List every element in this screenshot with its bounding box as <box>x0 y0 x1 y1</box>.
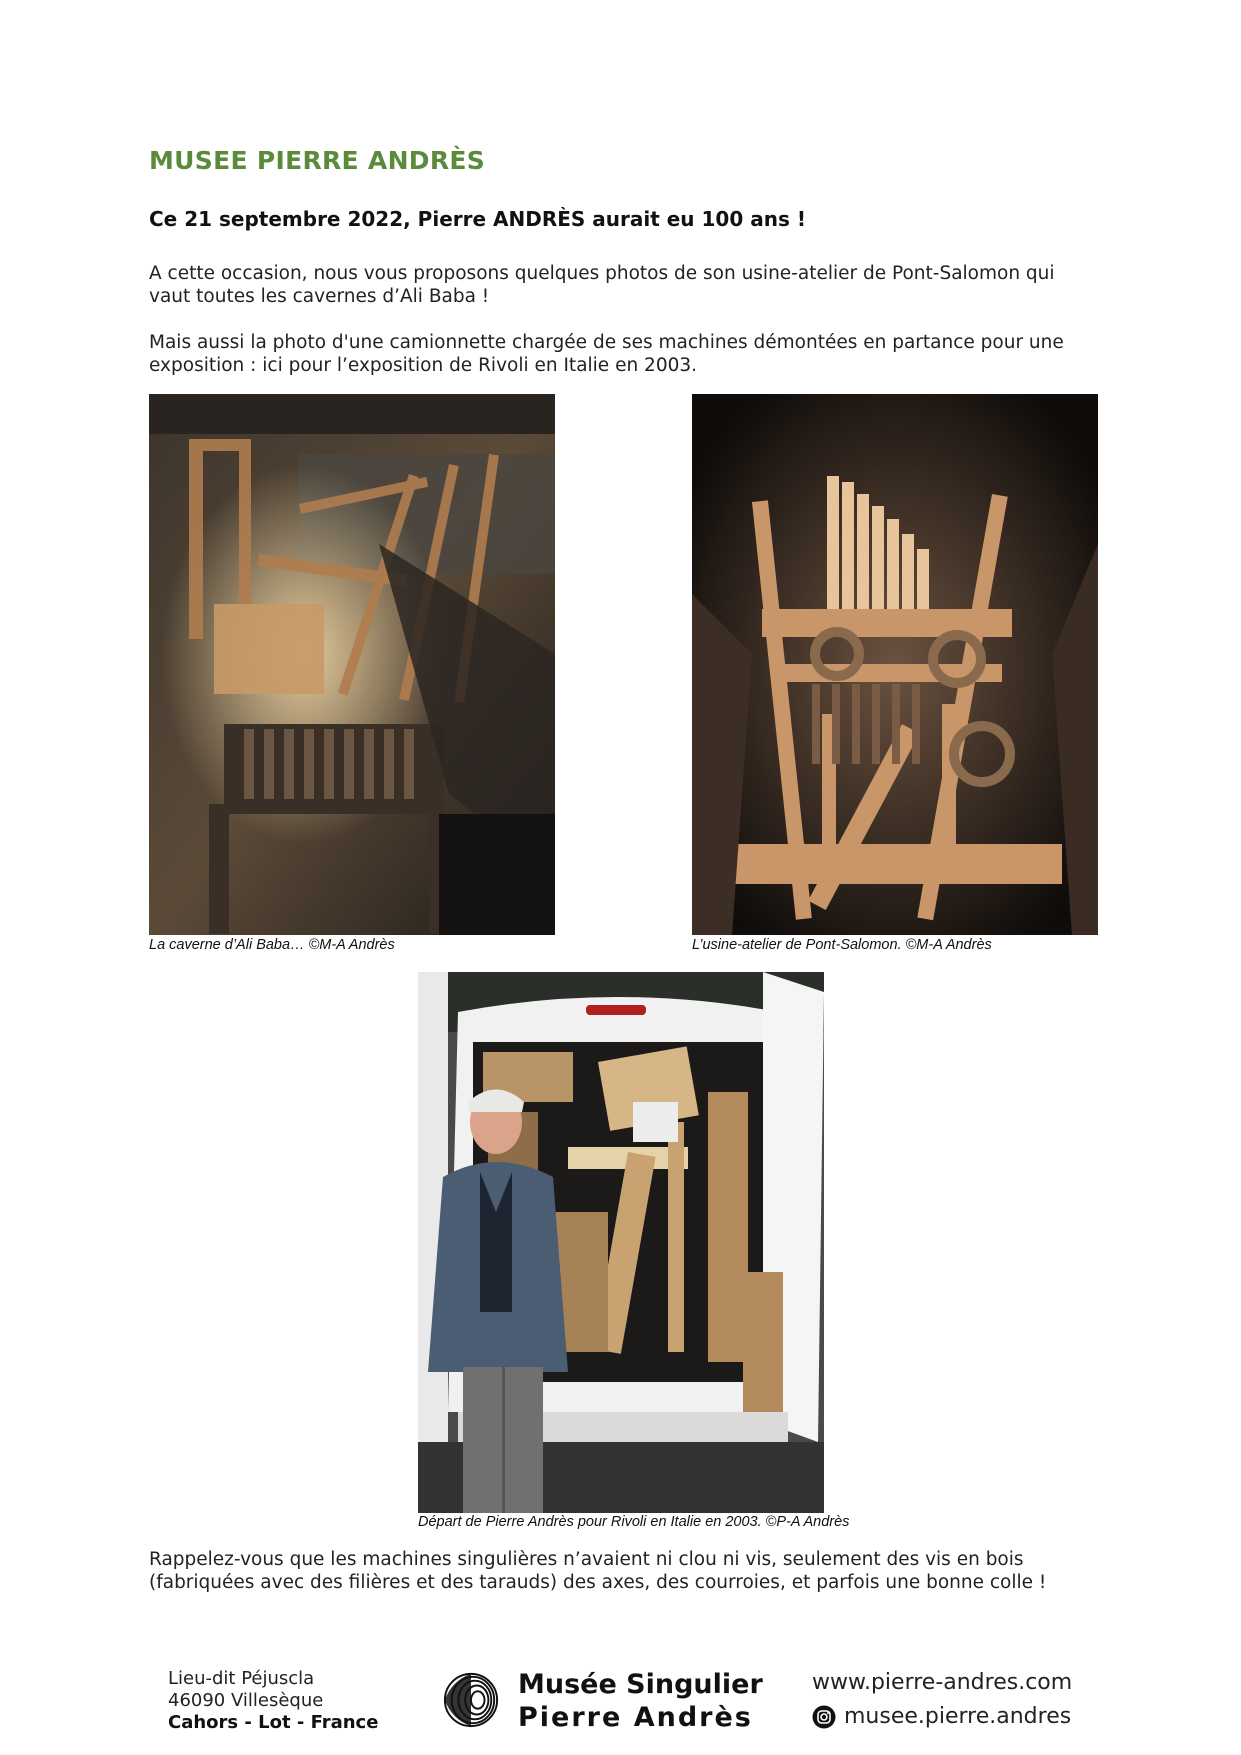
workshop-machine-photo <box>692 394 1098 935</box>
footer <box>0 1660 1241 1750</box>
logo-line1: Musée Singulier <box>518 1669 763 1700</box>
workshop-cavern-photo <box>149 394 555 935</box>
page-subtitle: Ce 21 septembre 2022, Pierre ANDRÈS aurait eu 100 ans ! <box>149 207 806 231</box>
museum-logo-text <box>518 1668 763 1734</box>
van-paragraph: Mais aussi la photo d'une camionnette chargée de ses machines démontées en partance pour une exposition : ici pour l’exposition de Rivoli en Italie en 2003. <box>149 332 1064 376</box>
page-title: MUSEE PIERRE ANDRÈS <box>149 146 486 175</box>
address-line: 46090 Villesèque <box>168 1690 324 1711</box>
website-link[interactable]: www.pierre-andres.com <box>812 1670 1073 1695</box>
instagram-handle: musee.pierre.andres <box>844 1704 1072 1729</box>
van-departure-photo <box>418 972 824 1513</box>
caption-van: Départ de Pierre Andrès pour Rivoli en Italie en 2003. ©P-A Andrès <box>418 1514 850 1530</box>
instagram-link[interactable] <box>812 1704 1071 1729</box>
instagram-icon <box>812 1705 836 1729</box>
caption-cavern: La caverne d’Ali Baba… ©M-A Andrès <box>149 937 395 953</box>
spiral-logo-icon <box>442 1670 500 1730</box>
address-region: Cahors - Lot - France <box>168 1712 379 1733</box>
address-line: Lieu-dit Péjuscla <box>168 1668 315 1689</box>
closing-paragraph: Rappelez-vous que les machines singulières n’avaient ni clou ni vis, seulement des vis en bois (fabriquées avec des filières et des tarauds) des axes, des courroies, et parfois une bonne colle ! <box>149 1549 1047 1593</box>
intro-paragraph: A cette occasion, nous vous proposons quelques photos de son usine-atelier de Pont-Salomon qui vaut toutes les cavernes d’Ali Baba ! <box>149 263 1055 307</box>
logo-line2: Pierre Andrès <box>518 1702 753 1733</box>
footer-address <box>168 1668 378 1734</box>
caption-workshop: L’usine-atelier de Pont-Salomon. ©M-A Andrès <box>692 937 992 953</box>
